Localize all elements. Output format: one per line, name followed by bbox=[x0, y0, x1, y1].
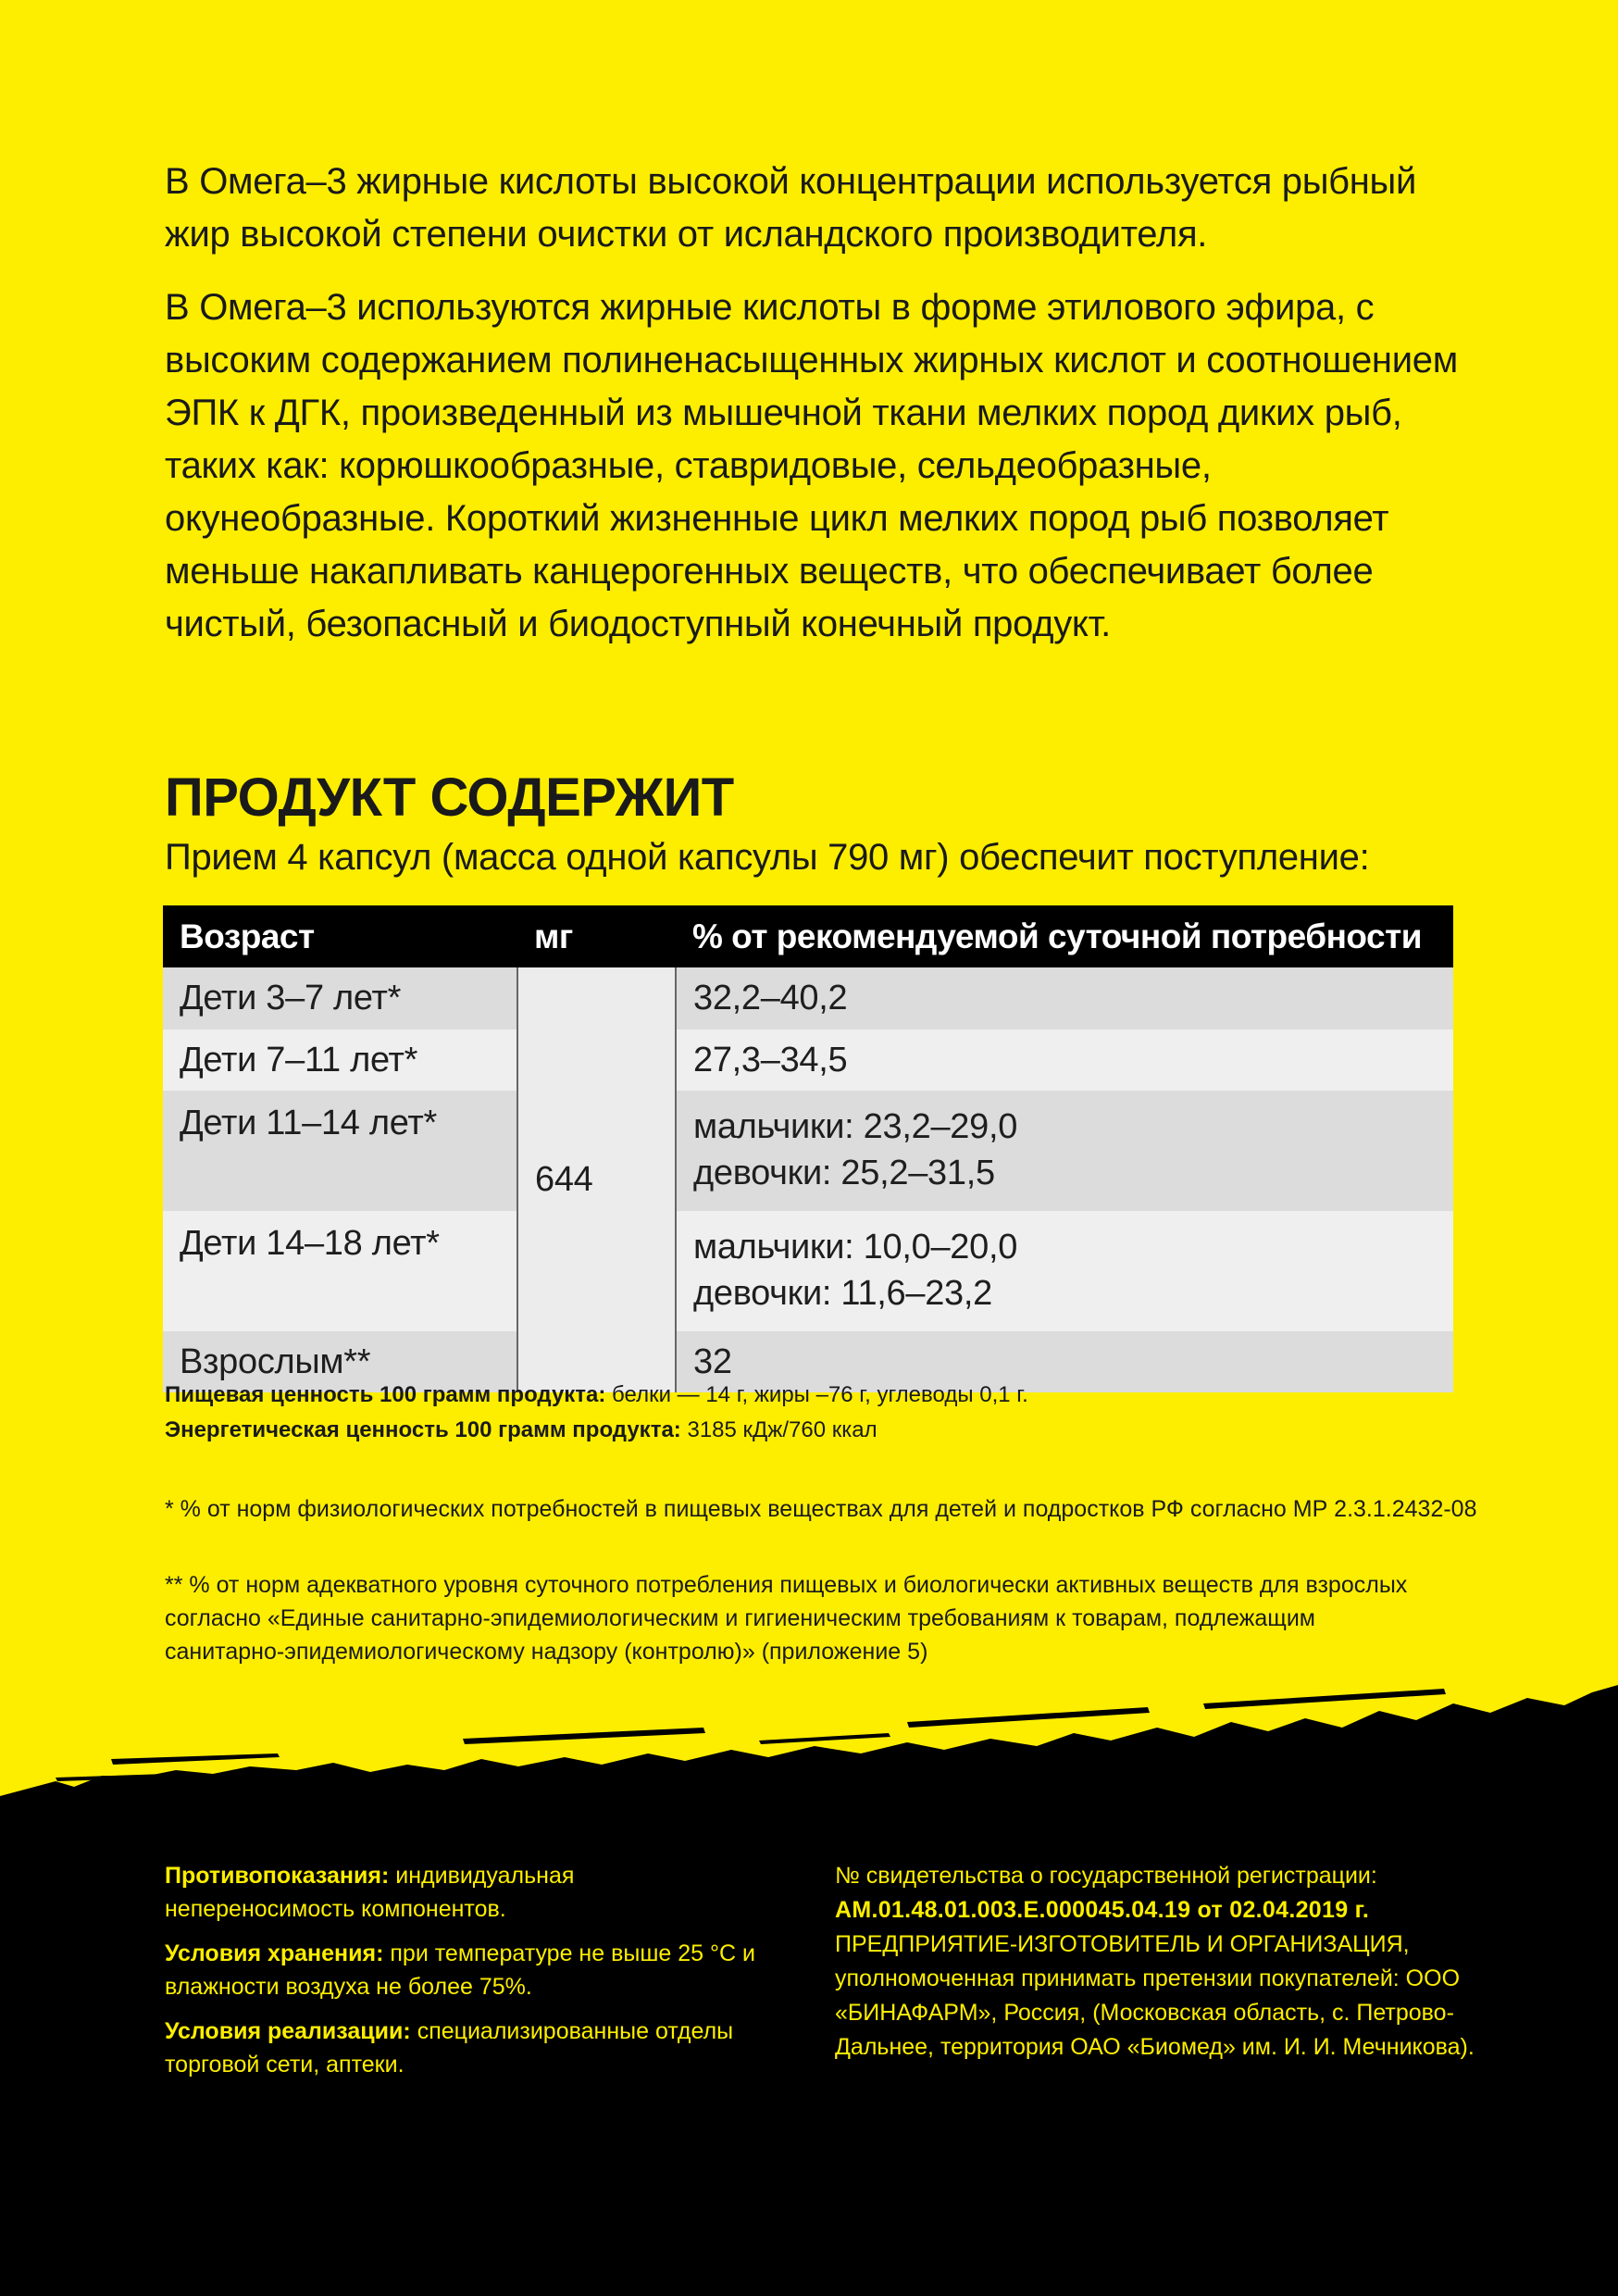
footnote-children: * % от норм физиологических потребностей в пищевых веществах для детей и подростков РФ согласно МР 2.3.1.2432-08 bbox=[165, 1496, 1477, 1522]
header-age: Возраст bbox=[163, 905, 517, 967]
percent-boys: мальчики: 10,0–20,0 bbox=[693, 1228, 1018, 1267]
storage-text: при температуре не выше 25 °С и влажности воздуха не более 75%. bbox=[165, 1940, 755, 2000]
registration-label: № свидетельства о государственной регистрации: bbox=[835, 1863, 1377, 1889]
percent-value: 32 bbox=[693, 1342, 732, 1381]
table-header-row bbox=[163, 905, 1453, 967]
energy-value: 3185 кДж/760 ккал bbox=[680, 1417, 877, 1442]
contraindications-label: Противопоказания: bbox=[165, 1863, 390, 1889]
energy-label: Энергетическая ценность 100 грамм продукта: bbox=[165, 1417, 681, 1442]
contraindications bbox=[165, 1859, 757, 1926]
storage-label: Условия хранения: bbox=[165, 1940, 384, 1966]
percent-girls: девочки: 25,2–31,5 bbox=[693, 1154, 995, 1192]
percent-boys: мальчики: 23,2–29,0 bbox=[693, 1107, 1018, 1146]
percent-cell bbox=[676, 1091, 1453, 1211]
footer-left bbox=[165, 1859, 757, 2092]
contraindications-text: индивидуальная непереносимость компонентов. bbox=[165, 1863, 575, 1922]
nutrition-value-line bbox=[165, 1378, 1479, 1413]
nutrition-label: Пищевая ценность 100 грамм продукта: bbox=[165, 1382, 606, 1407]
percent-cell bbox=[676, 1029, 1453, 1091]
intro-paragraph-1: В Омега–3 жирные кислоты высокой концентрации используется рыбный жир высокой степени очистки от исландского производителя. bbox=[165, 161, 1417, 255]
sale-conditions bbox=[165, 2015, 757, 2081]
section-title: ПРОДУКТ СОДЕРЖИТ bbox=[165, 767, 734, 828]
header-percent: % от рекомендуемой суточной потребности bbox=[676, 905, 1453, 967]
intro-paragraph-2: В Омега–3 используются жирные кислоты в форме этилового эфира, с высоким содержанием полиненасыщенных жирных кислот и соотношением ЭПК к ДГК, произведенный из мышечной ткани мелких пород диких рыб, таких как: корюшкообразные, ставридовые, сельдеобразные, окунеобразные. Короткий жизненные цикл мелких пород рыб позволяет меньше накапливать канцерогенных веществ, что обеспечивает более чистый, безопасный и биодоступный конечный продукт. bbox=[165, 287, 1458, 644]
percent-value: 32,2–40,2 bbox=[693, 979, 848, 1017]
mg-cell: 644 bbox=[517, 967, 676, 1392]
percent-cell bbox=[676, 1211, 1453, 1331]
percent-cell bbox=[676, 967, 1453, 1029]
table-row bbox=[163, 967, 1453, 1029]
table-row bbox=[163, 1211, 1453, 1331]
header-mg: мг bbox=[517, 905, 676, 967]
age-cell: Взрослым** bbox=[163, 1331, 517, 1392]
manufacturer-info: ПРЕДПРИЯТИЕ-ИЗГОТОВИТЕЛЬ И ОРГАНИЗАЦИЯ, уполномоченная принимать претензии покупателей: ООО «БИНАФАРМ», Россия, (Московская область, с. Петрово-Дальнее, территория ОАО «Биомед» им. И. И. Мечникова). bbox=[835, 1931, 1475, 2060]
age-cell: Дети 11–14 лет* bbox=[163, 1091, 517, 1211]
age-cell: Дети 7–11 лет* bbox=[163, 1029, 517, 1091]
table-row bbox=[163, 1029, 1453, 1091]
footer-right bbox=[835, 1859, 1483, 2065]
age-cell: Дети 14–18 лет* bbox=[163, 1211, 517, 1331]
nutrition-info bbox=[165, 1378, 1479, 1448]
sale-label: Условия реализации: bbox=[165, 2018, 411, 2044]
percent-value: 27,3–34,5 bbox=[693, 1041, 848, 1079]
percent-girls: девочки: 11,6–23,2 bbox=[693, 1274, 992, 1313]
intro-text bbox=[165, 156, 1461, 671]
energy-value-line bbox=[165, 1413, 1479, 1448]
age-cell: Дети 3–7 лет* bbox=[163, 967, 517, 1029]
composition-table bbox=[163, 905, 1453, 1392]
storage-conditions bbox=[165, 1937, 757, 2003]
table-row bbox=[163, 1091, 1453, 1211]
sale-text: специализированные отделы торговой сети, аптеки. bbox=[165, 2018, 734, 2078]
section-subtitle: Прием 4 капсул (масса одной капсулы 790 мг) обеспечит поступление: bbox=[165, 837, 1370, 878]
registration-number: AM.01.48.01.003.E.000045.04.19 от 02.04.2019 г. bbox=[835, 1897, 1370, 1923]
footnote-adults: ** % от норм адекватного уровня суточного потребления пищевых и биологически активных веществ для взрослых согласно «Единые санитарно-эпидемиологическим и гигиеническим требованиям к товарам, подлежащим санитарно-эпидемиологическому надзору (контролю)» (приложение 5) bbox=[165, 1572, 1408, 1665]
nutrition-value: белки — 14 г, жиры –76 г, углеводы 0,1 г. bbox=[605, 1382, 1028, 1407]
